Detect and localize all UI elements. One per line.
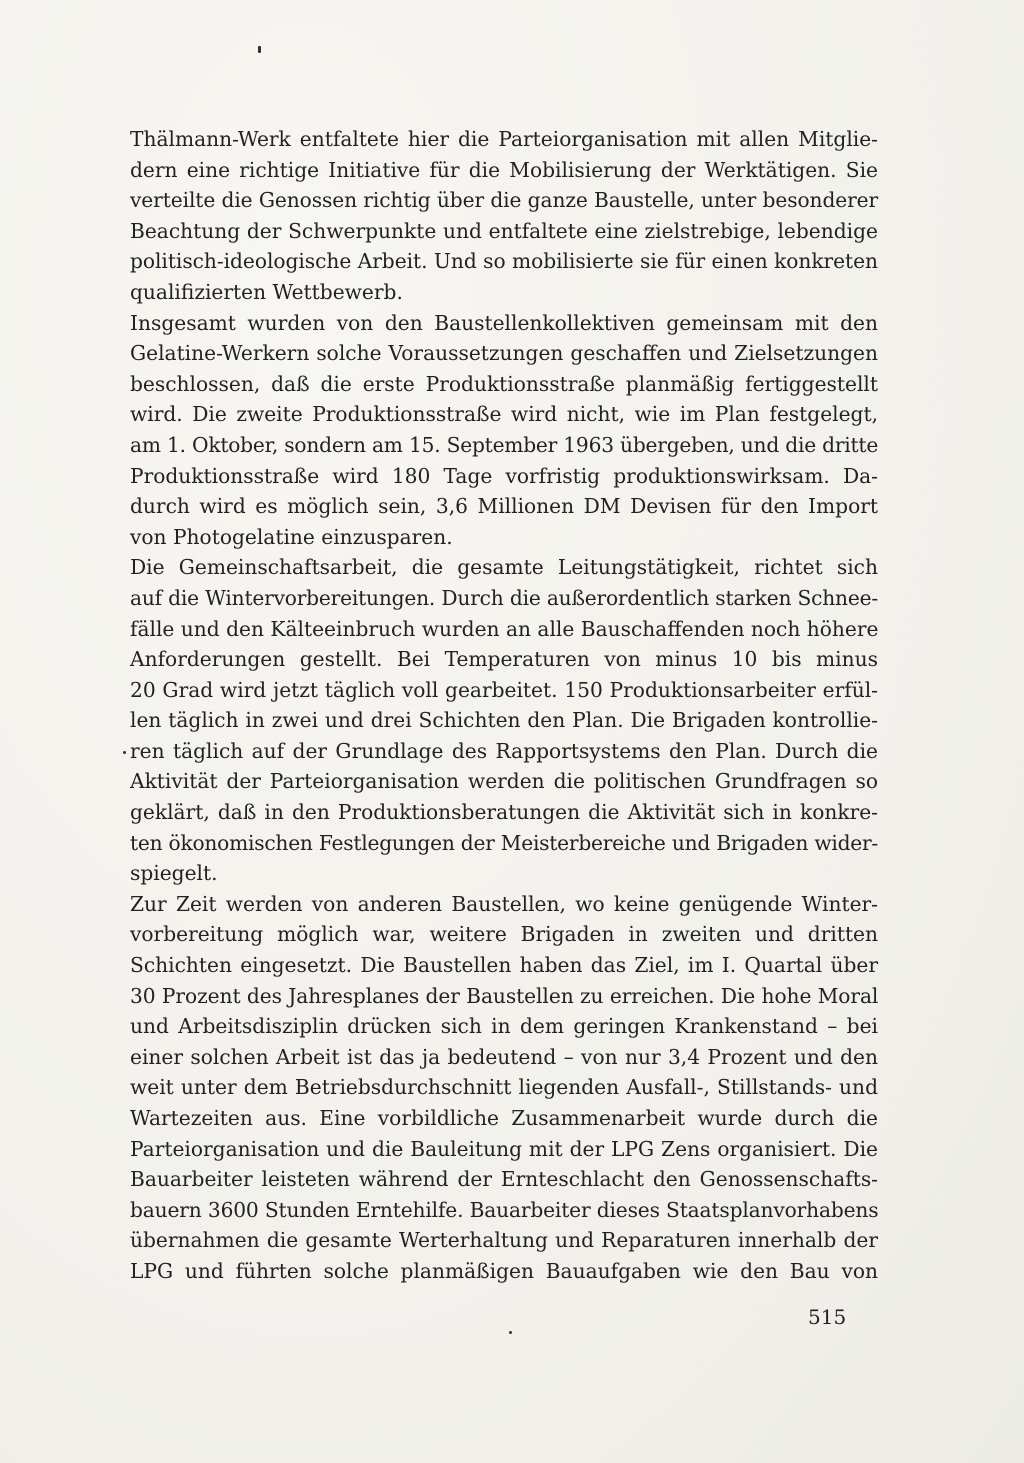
print-speck — [258, 46, 261, 53]
text-line: wird. Die zweite Produktionsstraße wird nicht, wie im Plan festgelegt, — [130, 402, 878, 427]
text-line: 20 Grad wird jetzt täglich voll gearbeitet. 150 Produktionsarbeiter erfül- — [130, 677, 878, 702]
print-speck — [509, 1331, 512, 1334]
text-line: LPG und führten solche planmäßigen Bauaufgaben wie den Bau von — [130, 1258, 878, 1283]
text-line: einer solchen Arbeit ist das ja bedeutend – von nur 3,4 Prozent und den — [130, 1044, 878, 1069]
text-line: Schichten eingesetzt. Die Baustellen haben das Ziel, im I. Quartal über — [130, 953, 878, 978]
text-line: vorbereitung möglich war, weitere Brigaden in zweiten und dritten — [130, 922, 878, 947]
text-line: ten ökonomischen Festlegungen der Meisterbereiche und Brigaden wider- — [130, 830, 879, 855]
text-line: übernahmen die gesamte Werterhaltung und Reparaturen innerhalb der — [130, 1228, 878, 1253]
text-line: auf die Wintervorbereitungen. Durch die außerordentlich starken Schnee- — [130, 585, 878, 610]
paragraph — [130, 124, 878, 308]
text-line: Produktionsstraße wird 180 Tage vorfristig produktionswirksam. Da- — [130, 463, 878, 488]
text-line: Die Gemeinschaftsarbeit, die gesamte Leitungstätigkeit, richtet sich — [130, 555, 878, 580]
text-line: weit unter dem Betriebsdurchschnitt liegenden Ausfall-, Stillstands- und — [130, 1075, 878, 1100]
text-line: 30 Prozent des Jahresplanes der Baustellen zu erreichen. Die hohe Moral — [130, 983, 879, 1008]
text-line: Aktivität der Parteiorganisation werden die politischen Grundfragen so — [130, 769, 878, 794]
body-text — [130, 124, 878, 1287]
text-line: ren täglich auf der Grundlage des Rapportsystems den Plan. Durch die — [130, 738, 878, 763]
text-line: Beachtung der Schwerpunkte und entfaltete eine zielstrebige, lebendige — [130, 218, 878, 243]
text-line: bauern 3600 Stunden Erntehilfe. Bauarbeiter dieses Staatsplanvorhabens — [130, 1197, 879, 1222]
text-line: fälle und den Kälteeinbruch wurden an alle Bauschaffenden noch höhere — [130, 616, 879, 641]
paragraph — [130, 889, 878, 1287]
text-line: durch wird es möglich sein, 3,6 Millionen DM Devisen für den Import — [130, 494, 878, 519]
text-line: beschlossen, daß die erste Produktionsstraße planmäßig fertiggestellt — [130, 371, 878, 396]
paragraph — [130, 552, 878, 889]
text-line: Parteiorganisation und die Bauleitung mit der LPG Zens organisiert. Die — [130, 1136, 878, 1161]
text-line: Insgesamt wurden von den Baustellenkollektiven gemeinsam mit den — [130, 310, 878, 335]
text-line: dern eine richtige Initiative für die Mobilisierung der Werktätigen. Sie — [130, 157, 878, 182]
text-line: Thälmann-Werk entfaltete hier die Parteiorganisation mit allen Mitglie- — [130, 127, 878, 151]
print-speck — [123, 751, 126, 754]
text-line: am 1. Oktober, sondern am 15. September 1963 übergeben, und die dritte — [130, 432, 879, 457]
text-line: geklärt, daß in den Produktionsberatungen die Aktivität sich in konkre- — [130, 800, 878, 825]
text-line: Anforderungen gestellt. Bei Temperaturen von minus 10 bis minus — [130, 647, 878, 672]
text-line: und Arbeitsdisziplin drücken sich in dem geringen Krankenstand – bei — [130, 1014, 878, 1039]
text-line: verteilte die Genossen richtig über die ganze Baustelle, unter besonderer — [130, 188, 879, 213]
text-line: spiegelt. — [130, 861, 218, 886]
page-number: 515 — [808, 1305, 847, 1329]
text-line: Zur Zeit werden von anderen Baustellen, wo keine genügende Winter- — [130, 891, 878, 916]
paragraph — [130, 308, 878, 553]
text-line: Bauarbeiter leisteten während der Ernteschlacht den Genossenschafts- — [130, 1167, 878, 1192]
text-line: politisch-ideologische Arbeit. Und so mobilisierte sie für einen konkreten — [130, 249, 878, 274]
text-line: Gelatine-Werkern solche Voraussetzungen geschaffen und Zielsetzungen — [130, 341, 878, 366]
text-line: qualifizierten Wettbewerb. — [130, 279, 403, 304]
text-line: von Photogelatine einzusparen. — [130, 524, 453, 549]
text-line: Wartezeiten aus. Eine vorbildliche Zusammenarbeit wurde durch die — [130, 1106, 878, 1130]
text-line: len täglich in zwei und drei Schichten den Plan. Die Brigaden kontrollie- — [130, 708, 878, 733]
